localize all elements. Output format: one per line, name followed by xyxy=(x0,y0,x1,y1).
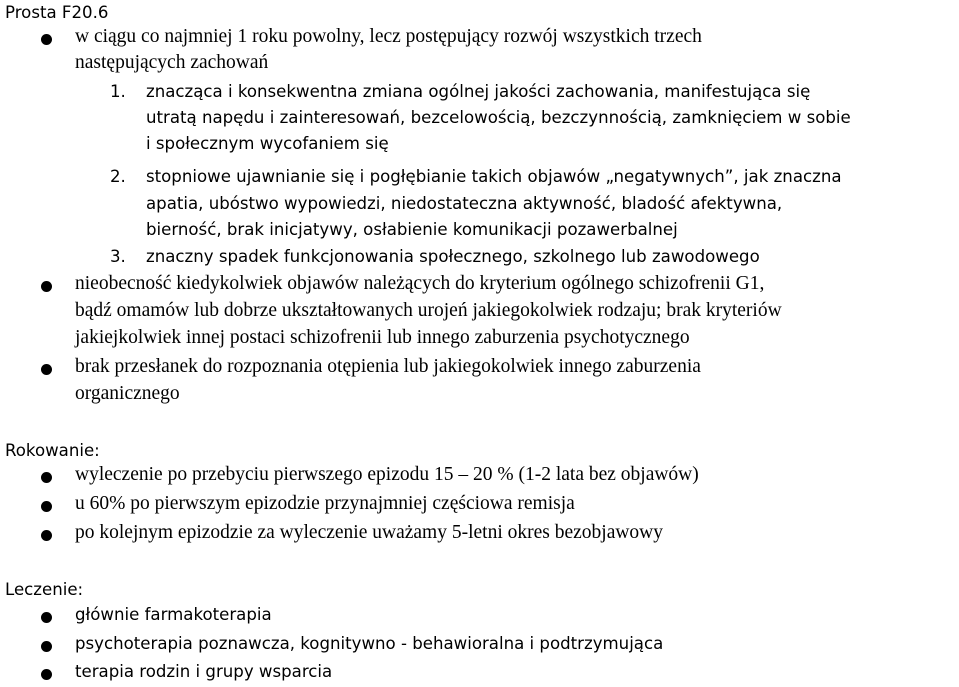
bullet-dot xyxy=(41,281,52,292)
sub-item-1-line-3: i społecznym wycofaniem się xyxy=(146,134,389,153)
criterion-3-line-2: organicznego xyxy=(75,383,180,404)
prognosis-heading: Rokowanie: xyxy=(5,441,100,460)
criterion-3-line-1: brak przesłanek do rozpoznania otępienia lub jakiegokolwiek innego zaburzenia xyxy=(75,356,701,377)
prognosis-item-3: po kolejnym epizodzie za wyleczenie uważamy 5-letni okres bezobjawowy xyxy=(75,522,664,543)
treatment-item-2: psychoterapia poznawcza, kognitywno - behawioralna i podtrzymująca xyxy=(75,634,664,653)
treatment-heading: Leczenie: xyxy=(5,580,84,599)
sub-item-3-number: 3. xyxy=(110,247,126,266)
prognosis-item-1: wyleczenie po przebyciu pierwszego epizodu 15 – 20 % (1-2 lata bez objawów) xyxy=(75,464,699,485)
criterion-2-line-1: nieobecność kiedykolwiek objawów należących do kryterium ogólnego schizofrenii G1, xyxy=(75,273,765,294)
criterion-1-line-1: w ciągu co najmniej 1 roku powolny, lecz postępujący rozwój wszystkich trzech xyxy=(75,26,702,47)
bullet-dot xyxy=(41,530,52,541)
sub-item-2-line-3: bierność, brak inicjatywy, osłabienie komunikacji pozawerbalnej xyxy=(146,220,678,239)
prognosis-item-2: u 60% po pierwszym epizodzie przynajmniej częściowa remisja xyxy=(75,493,575,514)
treatment-item-1: głównie farmakoterapia xyxy=(75,605,272,624)
bullet-dot xyxy=(41,34,52,45)
bullet-dot xyxy=(41,472,52,483)
bullet-dot xyxy=(41,669,52,680)
sub-item-2-line-1: stopniowe ujawnianie się i pogłębianie takich objawów „negatywnych”, jak znaczna xyxy=(146,167,842,186)
criterion-2-line-2: bądź omamów lub dobrze ukształtowanych urojeń jakiegokolwiek rodzaju; brak kryteriów xyxy=(75,300,782,321)
bullet-dot xyxy=(41,612,52,623)
bullet-dot xyxy=(41,364,52,375)
section-title: Prosta F20.6 xyxy=(5,3,109,22)
sub-item-2-number: 2. xyxy=(110,167,126,186)
treatment-item-3: terapia rodzin i grupy wsparcia xyxy=(75,662,333,681)
criterion-2-line-3: jakiejkolwiek innej postaci schizofrenii lub innego zaburzenia psychotycznego xyxy=(75,327,690,348)
bullet-dot xyxy=(41,501,52,512)
sub-item-2-line-2: apatia, ubóstwo wypowiedzi, niedostateczna aktywność, bladość afektywna, xyxy=(146,194,783,213)
sub-item-1-line-1: znacząca i konsekwentna zmiana ogólnej jakości zachowania, manifestująca się xyxy=(146,82,811,101)
sub-item-1-line-2: utratą napędu i zainteresowań, bezcelowością, bezczynnością, zamknięciem w sobie xyxy=(146,108,851,127)
sub-item-1-number: 1. xyxy=(110,82,126,101)
bullet-dot xyxy=(41,641,52,652)
criterion-1-line-2: następujących zachowań xyxy=(75,52,269,73)
sub-item-3-line-1: znaczny spadek funkcjonowania społecznego, szkolnego lub zawodowego xyxy=(146,247,760,266)
